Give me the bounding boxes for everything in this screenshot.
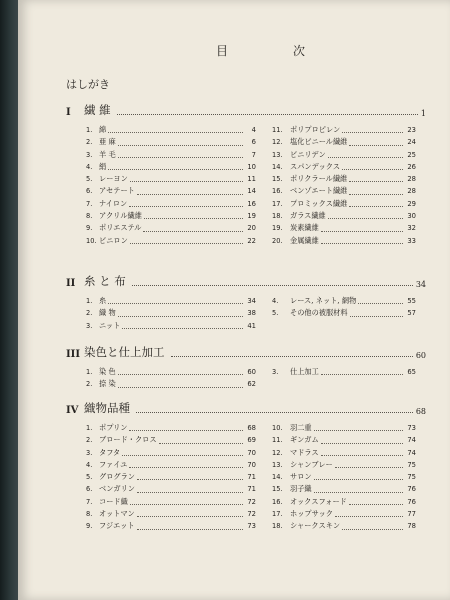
dot-leader [144, 217, 243, 219]
entry-page-number: 19 [247, 212, 256, 221]
entry-label: 絹 [99, 161, 107, 171]
entry-page-number: 10 [247, 162, 256, 171]
entry-page-number: 33 [407, 236, 416, 245]
section-page-number: 1 [420, 109, 426, 118]
toc-entry [272, 295, 416, 307]
dot-leader [342, 528, 403, 530]
dot-leader [335, 466, 403, 468]
entry-page-number: 75 [407, 473, 416, 482]
entries-column-right [256, 124, 416, 247]
dot-leader [118, 156, 243, 158]
dot-leader [314, 429, 403, 431]
entry-label: 塩化ビニール繊維 [290, 137, 348, 147]
entry-page-number: 71 [247, 485, 256, 494]
toc-entry [86, 173, 256, 185]
toc-entry [86, 459, 256, 471]
entries-column-right [256, 366, 416, 391]
toc-entry [86, 235, 256, 247]
dot-leader [137, 478, 243, 480]
entry-number: 2. [86, 380, 93, 389]
entry-number: 8. [86, 212, 93, 221]
entries-column-right [256, 422, 416, 533]
entry-page-number: 68 [247, 424, 256, 432]
toc-entry [86, 149, 256, 161]
toc-entry [86, 198, 256, 210]
dot-leader [122, 327, 243, 329]
entry-number: 3. [86, 150, 93, 159]
toc-entry [86, 471, 256, 483]
dot-leader [117, 113, 418, 115]
entry-label: その他の被服材料 [290, 308, 348, 318]
page-title [216, 42, 306, 59]
entry-label: 綿 [99, 125, 107, 134]
dot-leader [314, 491, 403, 493]
section-number: II [66, 278, 76, 289]
dot-leader [321, 242, 403, 244]
entry-number: 11. [272, 126, 283, 134]
section-title: 糸 と 布 [84, 274, 126, 288]
entry-label: 羽二重 [290, 423, 312, 432]
book-page [18, 0, 450, 600]
entry-number: 2. [86, 309, 93, 318]
dot-leader [137, 515, 243, 517]
dot-leader [171, 355, 413, 357]
entry-number: 19. [272, 224, 283, 233]
toc-entry [272, 124, 416, 136]
entry-label: ベンガリン [99, 484, 135, 494]
entry-page-number: 70 [247, 448, 256, 457]
entry-number: 5. [86, 473, 93, 482]
dot-leader [349, 180, 403, 182]
entry-label: フジエット [99, 521, 135, 531]
entry-number: 2. [86, 436, 93, 445]
entry-number: 4. [86, 162, 93, 171]
dot-leader [118, 315, 243, 317]
entry-number: 12. [272, 448, 283, 457]
dot-leader [314, 478, 403, 480]
entries-column-left [66, 295, 256, 332]
entry-label: レーヨン [99, 174, 128, 184]
toc-entry [272, 222, 416, 234]
entry-number: 15. [272, 485, 283, 494]
entry-page-number: 72 [247, 510, 256, 519]
preface-entry: はしがき [66, 78, 110, 91]
section-heading [66, 104, 426, 118]
dot-leader [349, 503, 403, 505]
entry-number: 11. [272, 436, 283, 445]
entry-page-number: 76 [407, 485, 416, 494]
dot-leader [349, 193, 403, 195]
dot-leader [108, 168, 243, 170]
entry-label: 糸 [99, 296, 107, 305]
entry-page-number: 78 [407, 522, 416, 531]
entry-page-number: 30 [407, 212, 416, 221]
toc-entry [272, 483, 416, 495]
dot-leader [342, 168, 403, 170]
dot-leader [321, 230, 403, 232]
toc-entry [272, 508, 416, 520]
toc-entry [86, 496, 256, 508]
entry-page-number: 26 [407, 162, 416, 171]
entry-number: 18. [272, 522, 283, 531]
entry-page-number: 71 [247, 473, 256, 482]
entry-page-number: 57 [407, 309, 416, 318]
toc-entry [272, 149, 416, 161]
entry-label: アセテート [99, 186, 135, 196]
toc-entry [272, 161, 416, 173]
entry-page-number: 7 [251, 150, 256, 159]
entry-number: 8. [86, 510, 93, 519]
entry-number: 3. [86, 321, 93, 330]
section-entries [66, 124, 426, 247]
toc-entry [272, 459, 416, 471]
dot-leader [159, 442, 243, 444]
entry-page-number: 20 [247, 224, 256, 233]
dot-leader [118, 386, 243, 388]
toc-entry [272, 210, 416, 222]
entry-label: ナイロン [99, 198, 128, 208]
section-fibers [66, 104, 426, 247]
entry-label: シャンブレー [290, 459, 333, 469]
dot-leader [122, 454, 243, 456]
entry-label: ポリプロピレン [290, 125, 341, 134]
dot-leader [129, 429, 243, 431]
entry-page-number: 14 [247, 187, 256, 196]
dot-leader [321, 373, 403, 375]
toc-entry [272, 496, 416, 508]
section-entries [66, 422, 426, 533]
entry-label: ビニリデン [290, 149, 326, 159]
dot-leader [136, 411, 413, 413]
entry-label: 捺 染 [99, 379, 116, 389]
section-heading [66, 346, 426, 360]
entry-label: 亜 麻 [99, 137, 116, 147]
entry-page-number: 72 [247, 497, 256, 506]
entry-label: プロミックス繊維 [290, 198, 348, 208]
dot-leader [129, 466, 243, 468]
dot-leader [342, 131, 403, 133]
entry-page-number: 76 [407, 497, 416, 506]
entry-page-number: 28 [407, 175, 416, 184]
entry-page-number: 11 [247, 175, 256, 184]
entry-number: 4. [86, 460, 93, 469]
entry-page-number: 34 [247, 297, 256, 305]
toc-entry [272, 198, 416, 210]
toc-entry [272, 366, 416, 378]
dot-leader [328, 217, 403, 219]
toc-entry [272, 471, 416, 483]
entry-label: マドラス [290, 447, 319, 457]
entry-number: 9. [86, 522, 93, 531]
section-page-number: 34 [415, 280, 426, 289]
toc-entry [86, 447, 256, 459]
entry-number: 4. [272, 297, 279, 305]
entry-label: ポプリン [99, 423, 128, 432]
entry-label: 染 色 [99, 367, 116, 376]
toc-entry [86, 520, 256, 532]
toc-entry [86, 366, 256, 378]
dot-leader [358, 302, 403, 304]
entry-label: 炭素繊維 [290, 223, 319, 233]
dot-leader [130, 180, 243, 182]
entry-label: スパンデックス [290, 161, 341, 171]
toc-entry [272, 173, 416, 185]
entry-label: ギンガム [290, 435, 319, 445]
entry-number: 14. [272, 473, 283, 482]
toc-entry [86, 210, 256, 222]
section-number: I [66, 107, 71, 118]
entry-number: 5. [272, 309, 279, 318]
entry-label: ベンゾエート繊維 [290, 186, 348, 196]
section-dyeing-finishing [66, 346, 426, 391]
entries-column-right [256, 295, 416, 332]
dot-leader [349, 144, 403, 146]
toc-entry [86, 295, 256, 307]
dot-leader [130, 503, 243, 505]
entry-label: ビニロン [99, 235, 128, 245]
section-title: 織物品種 [84, 401, 130, 415]
entry-page-number: 32 [407, 224, 416, 233]
section-heading [66, 275, 426, 289]
toc-entry [86, 222, 256, 234]
dot-leader [321, 454, 403, 456]
toc-entry [272, 185, 416, 197]
entry-number: 14. [272, 162, 283, 171]
entry-label: コード織 [99, 496, 128, 506]
entry-page-number: 77 [407, 510, 416, 519]
toc-entry [272, 447, 416, 459]
toc-entry [272, 434, 416, 446]
entry-page-number: 73 [407, 424, 416, 432]
entry-number: 1. [86, 368, 93, 376]
entry-page-number: 6 [251, 138, 256, 147]
entry-number: 6. [86, 485, 93, 494]
dot-leader [129, 205, 243, 207]
entry-number: 7. [86, 199, 93, 208]
entry-page-number: 70 [247, 460, 256, 469]
entry-label: サロン [290, 472, 312, 482]
section-number: IV [66, 405, 79, 416]
toc-entry [86, 378, 256, 390]
entry-label: オックスフォード [290, 496, 347, 506]
entry-label: タフタ [99, 447, 121, 457]
entry-number: 16. [272, 497, 283, 506]
entry-page-number: 24 [407, 138, 416, 147]
entry-number: 1. [86, 424, 93, 432]
entry-label: ポリエステル [99, 223, 142, 233]
section-page-number: 68 [415, 407, 426, 416]
dot-leader [118, 144, 243, 146]
entry-number: 18. [272, 212, 283, 221]
entry-label: アクリル繊維 [99, 211, 142, 221]
entry-page-number: 25 [407, 150, 416, 159]
entry-label: ファイユ [99, 459, 128, 469]
section-entries [66, 366, 426, 391]
dot-leader [137, 193, 243, 195]
entry-page-number: 16 [247, 199, 256, 208]
entry-number: 20. [272, 236, 283, 245]
entries-column-left [66, 422, 256, 533]
dot-leader [321, 442, 403, 444]
entry-number: 3. [86, 448, 93, 457]
toc-entry [86, 483, 256, 495]
entry-page-number: 65 [407, 368, 416, 376]
entry-label: 金属繊維 [290, 235, 319, 245]
toc-entry [86, 320, 256, 332]
entry-page-number: 62 [247, 380, 256, 389]
toc-entry [272, 520, 416, 532]
entry-number: 16. [272, 187, 283, 196]
title-char-2: 次 [292, 44, 306, 58]
toc-entry [86, 422, 256, 434]
entry-page-number: 74 [407, 448, 416, 457]
toc-entry [86, 124, 256, 136]
entry-label: レース, ネット, 網物 [290, 296, 357, 305]
entry-page-number: 55 [407, 297, 416, 305]
dot-leader [335, 515, 403, 517]
entry-number: 3. [272, 368, 279, 376]
entry-number: 15. [272, 175, 283, 184]
dot-leader [328, 156, 403, 158]
entry-number: 10. [272, 424, 283, 432]
section-entries [66, 295, 426, 332]
toc-entry [272, 307, 416, 319]
entry-number: 17. [272, 199, 283, 208]
entry-page-number: 28 [407, 187, 416, 196]
entry-number: 6. [86, 187, 93, 196]
entry-page-number: 38 [247, 309, 256, 318]
entry-label: 羊 毛 [99, 149, 116, 159]
entry-page-number: 23 [407, 126, 416, 134]
entry-label: ガラス繊維 [290, 211, 326, 221]
entry-number: 13. [272, 150, 283, 159]
entry-number: 13. [272, 460, 283, 469]
dot-leader [130, 242, 243, 244]
section-title: 染色と仕上加工 [84, 345, 165, 359]
toc-entry [86, 434, 256, 446]
toc-entry [86, 307, 256, 319]
dot-leader [350, 315, 403, 317]
entry-page-number: 4 [251, 126, 256, 134]
entries-column-left [66, 366, 256, 391]
toc-entry [272, 422, 416, 434]
section-title: 繊 維 [84, 103, 111, 117]
section-yarn-and-fabric [66, 275, 426, 332]
toc-entry [86, 185, 256, 197]
entry-number: 7. [86, 497, 93, 506]
toc-entry [86, 136, 256, 148]
dot-leader [349, 205, 403, 207]
entry-page-number: 60 [247, 368, 256, 376]
entry-number: 1. [86, 126, 93, 134]
entries-column-left [66, 124, 256, 247]
toc-entry [86, 508, 256, 520]
entry-number: 2. [86, 138, 93, 147]
entry-number: 17. [272, 510, 283, 519]
entry-label: 織 物 [99, 308, 116, 318]
section-page-number: 60 [415, 351, 426, 360]
entry-label: 羽子織 [290, 484, 312, 494]
section-fabric-varieties [66, 402, 426, 533]
dot-leader [108, 131, 243, 133]
entry-label: ブロード・クロス [99, 435, 157, 445]
entry-page-number: 69 [247, 436, 256, 445]
entry-number: 5. [86, 175, 93, 184]
dot-leader [132, 284, 413, 286]
entry-number: 10. [86, 236, 97, 245]
toc-entry [272, 136, 416, 148]
entry-label: グログラン [99, 472, 135, 482]
entry-page-number: 29 [407, 199, 416, 208]
entry-label: シャークスキン [290, 521, 341, 531]
entry-page-number: 73 [247, 522, 256, 531]
entry-label: ポリクラール繊維 [290, 174, 348, 184]
entry-page-number: 75 [407, 460, 416, 469]
entry-page-number: 41 [247, 321, 256, 330]
entry-page-number: 74 [407, 436, 416, 445]
toc-entry [86, 161, 256, 173]
dot-leader [118, 373, 243, 375]
entry-label: 仕上加工 [290, 367, 319, 376]
title-char-1: 目 [216, 44, 230, 58]
book-spine-shadow [0, 0, 18, 600]
dot-leader [137, 528, 243, 530]
section-heading [66, 402, 426, 416]
entry-label: オットマン [99, 509, 135, 519]
entry-page-number: 22 [247, 236, 256, 245]
entry-number: 12. [272, 138, 283, 147]
entry-label: ニット [99, 320, 121, 330]
section-number: III [66, 349, 81, 360]
toc-entry [272, 235, 416, 247]
dot-leader [108, 302, 243, 304]
entry-number: 9. [86, 224, 93, 233]
dot-leader [137, 491, 243, 493]
entry-number: 1. [86, 297, 93, 305]
dot-leader [143, 230, 243, 232]
entry-label: ホップサック [290, 509, 333, 519]
